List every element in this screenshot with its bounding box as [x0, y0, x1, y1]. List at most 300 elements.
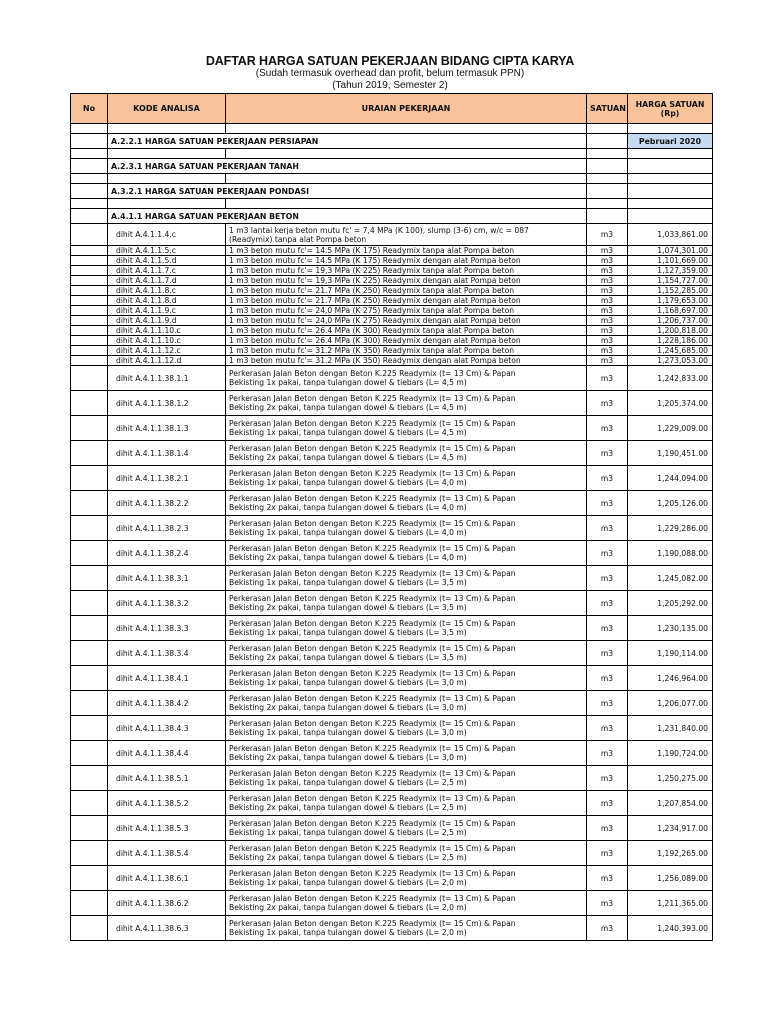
- row-no: [71, 346, 108, 356]
- row-uraian-line2: Bekisting 1x pakai, tanpa tulangan dowel & tiebars (L= 4,0 m): [229, 528, 467, 537]
- row-satuan: m3: [587, 466, 628, 491]
- table-row: [71, 316, 713, 326]
- table-row: [71, 816, 713, 841]
- row-satuan: m3: [587, 716, 628, 741]
- row-uraian-line2: Bekisting 1x pakai, tanpa tulangan dowel & tiebars (L= 3,5 m): [229, 578, 467, 587]
- row-uraian: [226, 591, 587, 616]
- row-kode: dihit A.4.1.1.38.3.1: [108, 566, 226, 591]
- row-no: [71, 516, 108, 541]
- row-uraian: [226, 256, 587, 266]
- row-no: [71, 246, 108, 256]
- table-row: [71, 276, 713, 286]
- row-satuan: m3: [587, 266, 628, 276]
- col-harga-line1: HARGA SATUAN: [635, 99, 705, 109]
- row-uraian: [226, 516, 587, 541]
- table-row: [71, 691, 713, 716]
- table-row: [71, 441, 713, 466]
- table-row: [71, 356, 713, 366]
- row-satuan: m3: [587, 326, 628, 336]
- row-satuan: m3: [587, 306, 628, 316]
- row-harga: 1,206,737.00: [628, 316, 713, 326]
- section-row-beton: [71, 209, 713, 224]
- row-satuan: m3: [587, 641, 628, 666]
- table-row: [71, 306, 713, 316]
- row-uraian-line1: Perkerasan Jalan Beton dengan Beton K.225 Readymix (t= 15 Cm) & Papan: [229, 919, 516, 928]
- table-row: [71, 296, 713, 306]
- table-row: [71, 916, 713, 941]
- row-uraian: [226, 541, 587, 566]
- row-kode: dihit A.4.1.1.12.c: [108, 346, 226, 356]
- row-harga: 1,200,818.00: [628, 326, 713, 336]
- row-kode: dihit A.4.1.1.38.2.2: [108, 491, 226, 516]
- row-no: [71, 716, 108, 741]
- row-uraian-line2: Bekisting 1x pakai, tanpa tulangan dowel & tiebars (L= 2,5 m): [229, 778, 467, 787]
- row-kode: dihit A.4.1.1.5.d: [108, 256, 226, 266]
- row-harga: 1,234,917.00: [628, 816, 713, 841]
- document-title: DAFTAR HARGA SATUAN PEKERJAAN BIDANG CIPTA KARYA: [205, 54, 575, 68]
- period-cell: Pebruari 2020: [628, 134, 713, 149]
- row-uraian: [226, 766, 587, 791]
- row-kode: dihit A.4.1.1.38.2.3: [108, 516, 226, 541]
- row-satuan: m3: [587, 296, 628, 306]
- row-uraian-line2: Bekisting 1x pakai, tanpa tulangan dowel & tiebars (L= 4,0 m): [229, 478, 467, 487]
- row-harga: 1,179,653.00: [628, 296, 713, 306]
- row-no: [71, 441, 108, 466]
- row-harga: 1,242,833.00: [628, 366, 713, 391]
- row-uraian-line1: 1 m3 beton mutu fc'= 21.7 MPa (K 250) Readymix dengan alat Pompa beton: [229, 296, 521, 305]
- row-kode: dihit A.4.1.1.38.3.3: [108, 616, 226, 641]
- row-satuan: m3: [587, 791, 628, 816]
- row-kode: dihit A.4.1.1.8.d: [108, 296, 226, 306]
- row-no: [71, 866, 108, 891]
- row-harga: 1,250,275.00: [628, 766, 713, 791]
- row-satuan: m3: [587, 391, 628, 416]
- row-no: [71, 366, 108, 391]
- row-uraian: [226, 246, 587, 256]
- row-uraian-line2: Bekisting 1x pakai, tanpa tulangan dowel & tiebars (L= 2,5 m): [229, 828, 467, 837]
- table-row: [71, 346, 713, 356]
- row-uraian: [226, 326, 587, 336]
- row-harga: 1,229,286.00: [628, 516, 713, 541]
- row-uraian: [226, 691, 587, 716]
- price-table: [70, 93, 713, 941]
- row-harga: 1,206,077.00: [628, 691, 713, 716]
- table-row: [71, 591, 713, 616]
- row-uraian-line2: Bekisting 2x pakai, tanpa tulangan dowel & tiebars (L= 4,0 m): [229, 503, 467, 512]
- row-no: [71, 466, 108, 491]
- col-uraian: URAIAN PEKERJAAN: [226, 94, 587, 124]
- row-harga: 1,192,265.00: [628, 841, 713, 866]
- row-harga: 1,244,094.00: [628, 466, 713, 491]
- row-no: [71, 286, 108, 296]
- row-uraian-line1: Perkerasan Jalan Beton dengan Beton K.225 Readymix (t= 15 Cm) & Papan: [229, 744, 516, 753]
- row-kode: dihit A.4.1.1.38.3.2: [108, 591, 226, 616]
- row-uraian-line2: Bekisting 2x pakai, tanpa tulangan dowel & tiebars (L= 2,5 m): [229, 853, 467, 862]
- row-satuan: m3: [587, 491, 628, 516]
- row-satuan: m3: [587, 356, 628, 366]
- row-no: [71, 356, 108, 366]
- row-harga: 1,152,285.00: [628, 286, 713, 296]
- row-uraian-line1: Perkerasan Jalan Beton dengan Beton K.225 Readymix (t= 13 Cm) & Papan: [229, 469, 516, 478]
- spacer-row: [71, 124, 713, 134]
- row-satuan: m3: [587, 516, 628, 541]
- row-uraian-line1: Perkerasan Jalan Beton dengan Beton K.225 Readymix (t= 13 Cm) & Papan: [229, 569, 516, 578]
- row-uraian-line1: Perkerasan Jalan Beton dengan Beton K.225 Readymix (t= 15 Cm) & Papan: [229, 819, 516, 828]
- row-kode: dihit A.4.1.1.9.c: [108, 306, 226, 316]
- row-kode: dihit A.4.1.1.38.1.3: [108, 416, 226, 441]
- row-kode: dihit A.4.1.1.38.5.3: [108, 816, 226, 841]
- row-satuan: m3: [587, 224, 628, 246]
- row-no: [71, 816, 108, 841]
- row-satuan: m3: [587, 816, 628, 841]
- row-satuan: m3: [587, 286, 628, 296]
- row-uraian-line1: 1 m3 beton mutu fc'= 19,3 MPa (K 225) Readymix dengan alat Pompa beton: [229, 276, 521, 285]
- row-harga: 1,168,697.00: [628, 306, 713, 316]
- row-no: [71, 316, 108, 326]
- row-uraian-line1: Perkerasan Jalan Beton dengan Beton K.225 Readymix (t= 13 Cm) & Papan: [229, 894, 516, 903]
- row-no: [71, 841, 108, 866]
- col-kode: KODE ANALISA: [108, 94, 226, 124]
- row-uraian-line1: Perkerasan Jalan Beton dengan Beton K.225 Readymix (t= 15 Cm) & Papan: [229, 844, 516, 853]
- row-uraian: [226, 336, 587, 346]
- row-satuan: m3: [587, 346, 628, 356]
- row-kode: dihit A.4.1.1.38.1.4: [108, 441, 226, 466]
- row-harga: 1,228,186.00: [628, 336, 713, 346]
- table-header-row: [71, 94, 713, 124]
- row-kode: dihit A.4.1.1.38.4.1: [108, 666, 226, 691]
- section-title: A.3.2.1 HARGA SATUAN PEKERJAAN PONDASI: [108, 184, 587, 199]
- row-harga: 1,205,292.00: [628, 591, 713, 616]
- row-uraian-line2: Bekisting 2x pakai, tanpa tulangan dowel & tiebars (L= 3,0 m): [229, 753, 467, 762]
- row-uraian: [226, 346, 587, 356]
- row-uraian-line2: Bekisting 1x pakai, tanpa tulangan dowel & tiebars (L= 2,0 m): [229, 878, 467, 887]
- row-kode: dihit A.4.1.1.9.d: [108, 316, 226, 326]
- row-uraian-line1: 1 m3 beton mutu fc'= 14.5 MPa (K 175) Readymix tanpa alat Pompa beton: [229, 246, 515, 255]
- row-uraian: [226, 266, 587, 276]
- row-kode: dihit A.4.1.1.38.6.1: [108, 866, 226, 891]
- row-uraian: [226, 566, 587, 591]
- row-uraian-line1: 1 m3 beton mutu fc'= 21.7 MPa (K 250) Readymix tanpa alat Pompa beton: [229, 286, 515, 295]
- table-row: [71, 416, 713, 441]
- row-satuan: m3: [587, 891, 628, 916]
- row-uraian-line1: 1 m3 beton mutu fc'= 26.4 MPa (K 300) Readymix dengan alat Pompa beton: [229, 336, 521, 345]
- row-uraian-line1: Perkerasan Jalan Beton dengan Beton K.225 Readymix (t= 13 Cm) & Papan: [229, 594, 516, 603]
- row-harga: 1,231,840.00: [628, 716, 713, 741]
- row-uraian-line1: Perkerasan Jalan Beton dengan Beton K.225 Readymix (t= 13 Cm) & Papan: [229, 794, 516, 803]
- row-uraian-line2: Bekisting 1x pakai, tanpa tulangan dowel & tiebars (L= 3,5 m): [229, 628, 467, 637]
- table-row: [71, 246, 713, 256]
- row-kode: dihit A.4.1.1.38.1.2: [108, 391, 226, 416]
- row-uraian-line2: Bekisting 1x pakai, tanpa tulangan dowel & tiebars (L= 4,5 m): [229, 378, 467, 387]
- row-satuan: m3: [587, 441, 628, 466]
- row-uraian-line1: Perkerasan Jalan Beton dengan Beton K.225 Readymix (t= 15 Cm) & Papan: [229, 444, 516, 453]
- row-harga: 1,229,009.00: [628, 416, 713, 441]
- row-uraian-line1: Perkerasan Jalan Beton dengan Beton K.225 Readymix (t= 15 Cm) & Papan: [229, 419, 516, 428]
- row-no: [71, 591, 108, 616]
- row-no: [71, 336, 108, 346]
- table-row: [71, 224, 713, 246]
- table-row: [71, 716, 713, 741]
- row-uraian: [226, 286, 587, 296]
- row-uraian-line1: 1 m3 lantai kerja beton mutu fc' = 7,4 MPa (K 100), slump (3-6) cm, w/c = 087: [229, 225, 529, 235]
- row-no: [71, 616, 108, 641]
- row-uraian-line1: Perkerasan Jalan Beton dengan Beton K.225 Readymix (t= 15 Cm) & Papan: [229, 619, 516, 628]
- row-satuan: m3: [587, 616, 628, 641]
- row-no: [71, 891, 108, 916]
- row-kode: dihit A.4.1.1.38.4.2: [108, 691, 226, 716]
- table-row: [71, 766, 713, 791]
- row-no: [71, 541, 108, 566]
- table-row: [71, 891, 713, 916]
- row-harga: 1,207,854.00: [628, 791, 713, 816]
- spacer-row: [71, 199, 713, 209]
- row-uraian-line1: 1 m3 beton mutu fc'= 24,0 MPa (K 275) Readymix tanpa alat Pompa beton: [229, 306, 515, 315]
- row-kode: dihit A.4.1.1.38.5.4: [108, 841, 226, 866]
- section-row-tanah: [71, 159, 713, 174]
- row-uraian-line1: Perkerasan Jalan Beton dengan Beton K.225 Readymix (t= 13 Cm) & Papan: [229, 669, 516, 678]
- row-uraian-line2: Bekisting 1x pakai, tanpa tulangan dowel & tiebars (L= 4,5 m): [229, 428, 467, 437]
- row-kode: dihit A.4.1.1.12.d: [108, 356, 226, 366]
- table-row: [71, 566, 713, 591]
- table-row: [71, 326, 713, 336]
- row-kode: dihit A.4.1.1.38.4.4: [108, 741, 226, 766]
- row-uraian-line1: Perkerasan Jalan Beton dengan Beton K.225 Readymix (t= 13 Cm) & Papan: [229, 869, 516, 878]
- row-uraian: [226, 466, 587, 491]
- row-kode: dihit A.4.1.1.5.c: [108, 246, 226, 256]
- row-no: [71, 296, 108, 306]
- row-uraian: [226, 791, 587, 816]
- row-kode: dihit A.4.1.1.7.d: [108, 276, 226, 286]
- row-kode: dihit A.4.1.1.38.2.1: [108, 466, 226, 491]
- section-title: A.2.2.1 HARGA SATUAN PEKERJAAN PERSIAPAN: [108, 134, 587, 149]
- col-harga: [628, 94, 713, 124]
- table-row: [71, 541, 713, 566]
- row-uraian-line2: Bekisting 2x pakai, tanpa tulangan dowel & tiebars (L= 4,0 m): [229, 553, 467, 562]
- row-uraian-line2: Bekisting 1x pakai, tanpa tulangan dowel & tiebars (L= 3,0 m): [229, 678, 467, 687]
- row-harga: 1,256,089.00: [628, 866, 713, 891]
- row-uraian-line1: 1 m3 beton mutu fc'= 31.2 MPa (K 350) Readymix dengan alat Pompa beton: [229, 356, 521, 365]
- row-uraian: [226, 366, 587, 391]
- row-kode: dihit A.4.1.1.38.4.3: [108, 716, 226, 741]
- section-title: A.2.3.1 HARGA SATUAN PEKERJAAN TANAH: [108, 159, 587, 174]
- row-uraian: [226, 816, 587, 841]
- table-row: [71, 866, 713, 891]
- col-satuan: SATUAN: [587, 94, 628, 124]
- row-satuan: m3: [587, 316, 628, 326]
- row-uraian-line2: Bekisting 2x pakai, tanpa tulangan dowel & tiebars (L= 3,5 m): [229, 603, 467, 612]
- row-uraian: [226, 316, 587, 326]
- row-uraian-line1: Perkerasan Jalan Beton dengan Beton K.225 Readymix (t= 15 Cm) & Papan: [229, 519, 516, 528]
- row-uraian: [226, 741, 587, 766]
- section-title: A.4.1.1 HARGA SATUAN PEKERJAAN BETON: [108, 209, 587, 224]
- row-no: [71, 491, 108, 516]
- row-uraian: [226, 276, 587, 286]
- row-harga: 1,245,685.00: [628, 346, 713, 356]
- row-uraian-line1: 1 m3 beton mutu fc'= 19,3 MPa (K 225) Readymix tanpa alat Pompa beton: [229, 266, 515, 275]
- table-row: [71, 616, 713, 641]
- row-no: [71, 306, 108, 316]
- row-satuan: m3: [587, 866, 628, 891]
- row-uraian-line1: Perkerasan Jalan Beton dengan Beton K.225 Readymix (t= 13 Cm) & Papan: [229, 369, 516, 378]
- table-row: [71, 841, 713, 866]
- row-no: [71, 266, 108, 276]
- row-no: [71, 566, 108, 591]
- row-uraian: [226, 891, 587, 916]
- table-row: [71, 791, 713, 816]
- row-no: [71, 791, 108, 816]
- row-harga: 1,033,861.00: [628, 224, 713, 246]
- row-kode: dihit A.4.1.1.38.2.4: [108, 541, 226, 566]
- row-harga: 1,205,374.00: [628, 391, 713, 416]
- row-harga: 1,074,301.00: [628, 246, 713, 256]
- row-harga: 1,190,724.00: [628, 741, 713, 766]
- row-uraian: [226, 666, 587, 691]
- row-no: [71, 741, 108, 766]
- row-satuan: m3: [587, 916, 628, 941]
- table-row: [71, 466, 713, 491]
- table-row: [71, 491, 713, 516]
- row-no: [71, 256, 108, 266]
- row-harga: 1,154,727.00: [628, 276, 713, 286]
- document-period: (Tahun 2019, Semester 2): [332, 80, 448, 91]
- row-satuan: m3: [587, 416, 628, 441]
- row-no: [71, 916, 108, 941]
- row-uraian: [226, 441, 587, 466]
- row-satuan: m3: [587, 541, 628, 566]
- row-no: [71, 391, 108, 416]
- row-uraian-line1: Perkerasan Jalan Beton dengan Beton K.225 Readymix (t= 13 Cm) & Papan: [229, 394, 516, 403]
- row-kode: dihit A.4.1.1.38.5.1: [108, 766, 226, 791]
- row-harga: 1,205,126.00: [628, 491, 713, 516]
- row-harga: 1,273,053.00: [628, 356, 713, 366]
- row-kode: dihit A.4.1.1.7.c: [108, 266, 226, 276]
- table-row: [71, 286, 713, 296]
- row-satuan: m3: [587, 766, 628, 791]
- table-row: [71, 256, 713, 266]
- row-uraian: [226, 391, 587, 416]
- row-uraian-line1: 1 m3 beton mutu fc'= 14.5 MPa (K 175) Readymix dengan alat Pompa beton: [229, 256, 521, 265]
- row-uraian: [226, 916, 587, 941]
- row-uraian-line2: Bekisting 2x pakai, tanpa tulangan dowel & tiebars (L= 4,5 m): [229, 403, 467, 412]
- row-harga: 1,190,088.00: [628, 541, 713, 566]
- row-satuan: m3: [587, 256, 628, 266]
- row-uraian: [226, 356, 587, 366]
- table-row: [71, 266, 713, 276]
- row-uraian: [226, 716, 587, 741]
- spacer-row: [71, 149, 713, 159]
- row-harga: 1,245,082.00: [628, 566, 713, 591]
- row-kode: dihit A.4.1.1.8.c: [108, 286, 226, 296]
- row-harga: 1,246,964.00: [628, 666, 713, 691]
- row-no: [71, 416, 108, 441]
- spacer-row: [71, 174, 713, 184]
- row-no: [71, 224, 108, 246]
- table-row: [71, 741, 713, 766]
- row-uraian: [226, 306, 587, 316]
- row-satuan: m3: [587, 841, 628, 866]
- row-kode: dihit A.4.1.1.38.6.2: [108, 891, 226, 916]
- row-harga: 1,190,114.00: [628, 641, 713, 666]
- document-subtitle: (Sudah termasuk overhead dan profit, belum termasuk PPN): [255, 68, 525, 79]
- row-uraian-line1: 1 m3 beton mutu fc'= 26.4 MPa (K 300) Readymix tanpa alat Pompa beton: [229, 326, 515, 335]
- row-satuan: m3: [587, 566, 628, 591]
- section-row-persiapan: [71, 134, 713, 149]
- row-no: [71, 766, 108, 791]
- section-row-pondasi: [71, 184, 713, 199]
- row-satuan: m3: [587, 591, 628, 616]
- row-uraian: [226, 641, 587, 666]
- row-kode: dihit A.4.1.1.38.5.2: [108, 791, 226, 816]
- row-kode: dihit A.4.1.1.4.c: [108, 224, 226, 246]
- row-no: [71, 326, 108, 336]
- row-uraian-line2: Bekisting 2x pakai, tanpa tulangan dowel & tiebars (L= 2,0 m): [229, 903, 467, 912]
- row-uraian-line1: Perkerasan Jalan Beton dengan Beton K.225 Readymix (t= 13 Cm) & Papan: [229, 694, 516, 703]
- table-row: [71, 391, 713, 416]
- table-row: [71, 666, 713, 691]
- row-uraian-line1: 1 m3 beton mutu fc'= 24,0 MPa (K 275) Readymix dengan alat Pompa beton: [229, 316, 521, 325]
- table-row: [71, 641, 713, 666]
- row-satuan: m3: [587, 691, 628, 716]
- row-uraian-line2: Bekisting 1x pakai, tanpa tulangan dowel & tiebars (L= 3,0 m): [229, 728, 467, 737]
- row-harga: 1,240,393.00: [628, 916, 713, 941]
- row-kode: dihit A.4.1.1.38.6.3: [108, 916, 226, 941]
- row-uraian: [226, 866, 587, 891]
- col-harga-line2: (Rp): [660, 108, 680, 118]
- row-kode: dihit A.4.1.1.38.3.4: [108, 641, 226, 666]
- row-uraian-line2: Bekisting 1x pakai, tanpa tulangan dowel & tiebars (L= 2,0 m): [229, 928, 467, 937]
- row-no: [71, 276, 108, 286]
- col-no: No: [71, 94, 108, 124]
- row-harga: 1,127,359.00: [628, 266, 713, 276]
- row-uraian-line2: Bekisting 2x pakai, tanpa tulangan dowel & tiebars (L= 3,0 m): [229, 703, 467, 712]
- row-harga: 1,230,135.00: [628, 616, 713, 641]
- table-row: [71, 366, 713, 391]
- row-kode: dihit A.4.1.1.10.c: [108, 326, 226, 336]
- row-uraian-line1: 1 m3 beton mutu fc'= 31.2 MPa (K 350) Readymix tanpa alat Pompa beton: [229, 346, 515, 355]
- row-uraian-line2: (Readymix) tanpa alat Pompa beton: [229, 234, 367, 244]
- row-uraian: [226, 491, 587, 516]
- row-uraian: [226, 416, 587, 441]
- row-no: [71, 691, 108, 716]
- row-uraian-line2: Bekisting 2x pakai, tanpa tulangan dowel & tiebars (L= 2,5 m): [229, 803, 467, 812]
- row-uraian-line2: Bekisting 2x pakai, tanpa tulangan dowel & tiebars (L= 4,5 m): [229, 453, 467, 462]
- row-harga: 1,101,669.00: [628, 256, 713, 266]
- row-uraian-line1: Perkerasan Jalan Beton dengan Beton K.225 Readymix (t= 13 Cm) & Papan: [229, 769, 516, 778]
- row-satuan: m3: [587, 276, 628, 286]
- row-uraian-line1: Perkerasan Jalan Beton dengan Beton K.225 Readymix (t= 15 Cm) & Papan: [229, 544, 516, 553]
- row-satuan: m3: [587, 366, 628, 391]
- row-satuan: m3: [587, 741, 628, 766]
- row-satuan: m3: [587, 666, 628, 691]
- row-harga: 1,190,451.00: [628, 441, 713, 466]
- row-uraian: [226, 296, 587, 306]
- row-uraian: [226, 616, 587, 641]
- table-row: [71, 336, 713, 346]
- row-uraian: [226, 224, 587, 246]
- row-no: [71, 666, 108, 691]
- document-header: [70, 54, 710, 92]
- row-uraian: [226, 841, 587, 866]
- table-row: [71, 516, 713, 541]
- row-satuan: m3: [587, 336, 628, 346]
- row-kode: dihit A.4.1.1.10.c: [108, 336, 226, 346]
- row-uraian-line2: Bekisting 2x pakai, tanpa tulangan dowel & tiebars (L= 3,5 m): [229, 653, 467, 662]
- row-uraian-line1: Perkerasan Jalan Beton dengan Beton K.225 Readymix (t= 15 Cm) & Papan: [229, 644, 516, 653]
- row-no: [71, 641, 108, 666]
- row-kode: dihit A.4.1.1.38.1.1: [108, 366, 226, 391]
- row-satuan: m3: [587, 246, 628, 256]
- row-harga: 1,211,365.00: [628, 891, 713, 916]
